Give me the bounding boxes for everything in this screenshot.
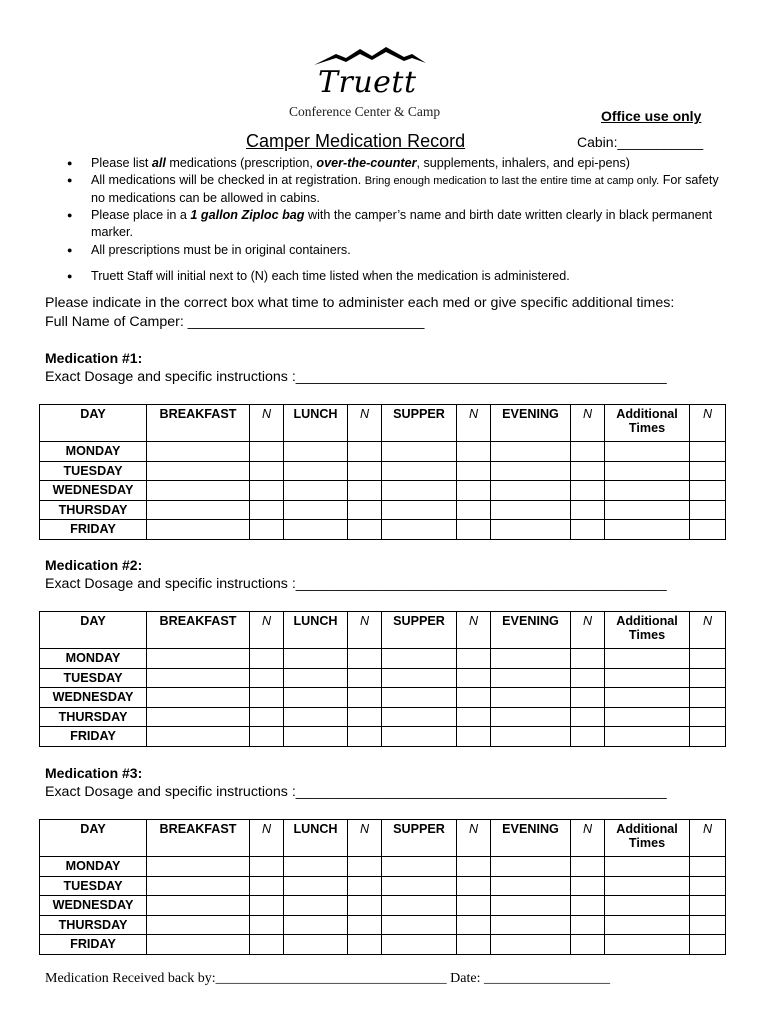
schedule-cell[interactable] (348, 876, 382, 896)
schedule-cell[interactable] (605, 896, 690, 916)
schedule-cell[interactable] (348, 481, 382, 501)
initials-column-header: N (571, 612, 605, 649)
initials-column-header: N (348, 820, 382, 857)
schedule-cell[interactable] (491, 520, 571, 540)
schedule-cell[interactable] (250, 649, 284, 669)
schedule-cell[interactable] (284, 481, 348, 501)
schedule-cell[interactable] (382, 727, 457, 747)
schedule-cell[interactable] (457, 481, 491, 501)
initials-column-header: N (690, 405, 726, 442)
schedule-cell[interactable] (284, 649, 348, 669)
column-header: DAY (40, 820, 147, 857)
schedule-cell[interactable] (457, 876, 491, 896)
schedule-cell[interactable] (571, 915, 605, 935)
column-header: Additional Times (605, 405, 690, 442)
day-label: FRIDAY (40, 935, 147, 955)
schedule-cell[interactable] (348, 896, 382, 916)
column-header: LUNCH (284, 405, 348, 442)
schedule-cell[interactable] (284, 707, 348, 727)
schedule-cell[interactable] (457, 915, 491, 935)
medication-3-dosage-field[interactable]: Exact Dosage and specific instructions :_______________________________________________ (45, 784, 667, 800)
schedule-cell[interactable] (250, 442, 284, 462)
schedule-cell[interactable] (382, 857, 457, 877)
received-back-field[interactable]: Medication Received back by:_________________________________ Date: __________________ (45, 971, 610, 986)
initials-column-header: N (348, 612, 382, 649)
schedule-cell[interactable] (382, 707, 457, 727)
list-item: ● Please list all medications (prescription, over-the-counter, supplements, inhalers, and epi-pens) (47, 155, 727, 172)
schedule-cell[interactable] (491, 649, 571, 669)
day-label: THURSDAY (40, 915, 147, 935)
schedule-cell[interactable] (382, 520, 457, 540)
schedule-cell[interactable] (284, 915, 348, 935)
schedule-cell[interactable] (605, 668, 690, 688)
schedule-cell[interactable] (147, 935, 250, 955)
schedule-cell[interactable] (382, 461, 457, 481)
column-header: DAY (40, 405, 147, 442)
schedule-cell[interactable] (690, 876, 726, 896)
schedule-cell[interactable] (605, 707, 690, 727)
column-header: SUPPER (382, 820, 457, 857)
medication-2-heading: Medication #2: (45, 557, 143, 573)
schedule-cell[interactable] (147, 461, 250, 481)
schedule-cell[interactable] (605, 481, 690, 501)
table-row (40, 500, 726, 520)
schedule-cell[interactable] (457, 442, 491, 462)
schedule-cell[interactable] (147, 857, 250, 877)
schedule-cell[interactable] (571, 461, 605, 481)
table-row (40, 481, 726, 501)
schedule-cell[interactable] (605, 857, 690, 877)
schedule-cell[interactable] (491, 688, 571, 708)
schedule-cell[interactable] (690, 520, 726, 540)
list-item: ● All prescriptions must be in original containers. (47, 242, 727, 259)
schedule-cell[interactable] (147, 876, 250, 896)
initials-column-header: N (250, 405, 284, 442)
table-row (40, 727, 726, 747)
schedule-cell[interactable] (348, 520, 382, 540)
schedule-cell[interactable] (284, 935, 348, 955)
medication-3-heading: Medication #3: (45, 765, 143, 781)
schedule-cell[interactable] (382, 915, 457, 935)
schedule-cell[interactable] (284, 896, 348, 916)
table-row (40, 461, 726, 481)
schedule-cell[interactable] (382, 935, 457, 955)
medication-1-dosage-field[interactable]: Exact Dosage and specific instructions :_______________________________________________ (45, 369, 667, 385)
schedule-cell[interactable] (457, 520, 491, 540)
schedule-cell[interactable] (491, 727, 571, 747)
initials-column-header: N (348, 405, 382, 442)
schedule-cell[interactable] (284, 857, 348, 877)
schedule-cell[interactable] (457, 935, 491, 955)
schedule-cell[interactable] (571, 520, 605, 540)
column-header: Additional Times (605, 612, 690, 649)
schedule-cell[interactable] (250, 857, 284, 877)
schedule-cell[interactable] (250, 707, 284, 727)
column-header: BREAKFAST (147, 820, 250, 857)
schedule-cell[interactable] (605, 442, 690, 462)
schedule-cell[interactable] (457, 688, 491, 708)
day-label: FRIDAY (40, 727, 147, 747)
medication-3-schedule-table (39, 819, 726, 955)
schedule-cell[interactable] (571, 688, 605, 708)
schedule-cell[interactable] (690, 915, 726, 935)
schedule-cell[interactable] (348, 461, 382, 481)
table-row (40, 442, 726, 462)
table-row (40, 707, 726, 727)
schedule-cell[interactable] (147, 481, 250, 501)
schedule-cell[interactable] (250, 876, 284, 896)
initials-column-header: N (457, 612, 491, 649)
schedule-cell[interactable] (250, 915, 284, 935)
office-use-label: Office use only (601, 108, 702, 124)
schedule-cell[interactable] (147, 727, 250, 747)
initials-column-header: N (457, 820, 491, 857)
initials-column-header: N (457, 405, 491, 442)
schedule-cell[interactable] (348, 668, 382, 688)
schedule-cell[interactable] (571, 481, 605, 501)
schedule-cell[interactable] (491, 668, 571, 688)
schedule-cell[interactable] (571, 649, 605, 669)
schedule-cell[interactable] (382, 688, 457, 708)
schedule-cell[interactable] (605, 520, 690, 540)
schedule-cell[interactable] (457, 707, 491, 727)
schedule-cell[interactable] (147, 896, 250, 916)
medication-1-schedule-table (39, 404, 726, 540)
schedule-cell[interactable] (605, 500, 690, 520)
schedule-cell[interactable] (571, 876, 605, 896)
schedule-cell[interactable] (491, 857, 571, 877)
schedule-cell[interactable] (382, 649, 457, 669)
schedule-cell[interactable] (250, 461, 284, 481)
schedule-cell[interactable] (250, 935, 284, 955)
list-item: ● All medications will be checked in at registration. Bring enough medication to last the entire time at camp only. For safety no medications can be allowed in cabins. (47, 172, 727, 207)
schedule-cell[interactable] (690, 727, 726, 747)
schedule-cell[interactable] (284, 876, 348, 896)
table-header-row (40, 405, 726, 442)
schedule-cell[interactable] (690, 481, 726, 501)
schedule-cell[interactable] (491, 915, 571, 935)
schedule-cell[interactable] (382, 896, 457, 916)
schedule-cell[interactable] (250, 727, 284, 747)
schedule-cell[interactable] (250, 668, 284, 688)
day-label: TUESDAY (40, 876, 147, 896)
column-header: EVENING (491, 820, 571, 857)
day-label: MONDAY (40, 442, 147, 462)
schedule-cell[interactable] (348, 857, 382, 877)
schedule-cell[interactable] (605, 915, 690, 935)
schedule-cell[interactable] (382, 500, 457, 520)
schedule-cell[interactable] (284, 688, 348, 708)
schedule-cell[interactable] (250, 481, 284, 501)
column-header: LUNCH (284, 820, 348, 857)
table-row (40, 915, 726, 935)
day-label: WEDNESDAY (40, 688, 147, 708)
schedule-cell[interactable] (605, 935, 690, 955)
column-header: SUPPER (382, 405, 457, 442)
schedule-cell[interactable] (491, 896, 571, 916)
schedule-cell[interactable] (284, 442, 348, 462)
table-row (40, 935, 726, 955)
list-item: ● Please place in a 1 gallon Ziploc bag with the camper’s name and birth date written clearly in black permanent marker. (47, 207, 727, 241)
schedule-cell[interactable] (571, 935, 605, 955)
schedule-cell[interactable] (571, 727, 605, 747)
schedule-cell[interactable] (147, 500, 250, 520)
schedule-cell[interactable] (382, 876, 457, 896)
initials-column-header: N (250, 612, 284, 649)
day-label: TUESDAY (40, 668, 147, 688)
instructions-text: Please indicate in the correct box what time to administer each med or give specific additional times: (45, 295, 675, 311)
schedule-cell[interactable] (457, 649, 491, 669)
schedule-cell[interactable] (690, 857, 726, 877)
schedule-cell[interactable] (457, 857, 491, 877)
camper-name-field[interactable]: Full Name of Camper: ______________________________ (45, 314, 425, 330)
schedule-cell[interactable] (571, 896, 605, 916)
day-label: FRIDAY (40, 520, 147, 540)
day-label: THURSDAY (40, 500, 147, 520)
schedule-cell[interactable] (147, 520, 250, 540)
schedule-cell[interactable] (382, 481, 457, 501)
mountain-logo-icon (312, 45, 428, 67)
schedule-cell[interactable] (147, 649, 250, 669)
schedule-cell[interactable] (571, 668, 605, 688)
day-label: THURSDAY (40, 707, 147, 727)
table-row (40, 520, 726, 540)
medication-2-schedule-table (39, 611, 726, 747)
list-item: ● Truett Staff will initial next to (N) each time listed when the medication is administered. (47, 268, 727, 285)
schedule-cell[interactable] (605, 649, 690, 669)
initials-column-header: N (571, 820, 605, 857)
schedule-cell[interactable] (457, 896, 491, 916)
schedule-cell[interactable] (457, 500, 491, 520)
day-label: MONDAY (40, 857, 147, 877)
cabin-field[interactable]: Cabin:___________ (577, 134, 704, 150)
column-header: BREAKFAST (147, 405, 250, 442)
table-row (40, 688, 726, 708)
schedule-cell[interactable] (457, 727, 491, 747)
schedule-cell[interactable] (348, 727, 382, 747)
schedule-cell[interactable] (457, 461, 491, 481)
column-header: Additional Times (605, 820, 690, 857)
schedule-cell[interactable] (348, 442, 382, 462)
schedule-cell[interactable] (491, 935, 571, 955)
schedule-cell[interactable] (605, 461, 690, 481)
schedule-cell[interactable] (690, 649, 726, 669)
schedule-cell[interactable] (690, 896, 726, 916)
column-header: EVENING (491, 612, 571, 649)
table-row (40, 668, 726, 688)
column-header: SUPPER (382, 612, 457, 649)
initials-column-header: N (690, 820, 726, 857)
table-row (40, 876, 726, 896)
schedule-cell[interactable] (491, 442, 571, 462)
schedule-cell[interactable] (457, 668, 491, 688)
schedule-cell[interactable] (147, 442, 250, 462)
schedule-cell[interactable] (491, 500, 571, 520)
schedule-cell[interactable] (491, 481, 571, 501)
day-label: WEDNESDAY (40, 481, 147, 501)
schedule-cell[interactable] (690, 668, 726, 688)
medication-2-dosage-field[interactable]: Exact Dosage and specific instructions :_______________________________________________ (45, 576, 667, 592)
schedule-cell[interactable] (690, 500, 726, 520)
day-label: WEDNESDAY (40, 896, 147, 916)
table-header-row (40, 820, 726, 857)
table-row (40, 896, 726, 916)
schedule-cell[interactable] (690, 707, 726, 727)
rules-list (47, 155, 727, 285)
logo-wordmark: Truett (318, 65, 417, 100)
schedule-cell[interactable] (250, 500, 284, 520)
column-header: LUNCH (284, 612, 348, 649)
schedule-cell[interactable] (605, 688, 690, 708)
schedule-cell[interactable] (491, 461, 571, 481)
schedule-cell[interactable] (147, 915, 250, 935)
schedule-cell[interactable] (348, 707, 382, 727)
schedule-cell[interactable] (571, 707, 605, 727)
schedule-cell[interactable] (147, 707, 250, 727)
schedule-cell[interactable] (571, 442, 605, 462)
table-row (40, 857, 726, 877)
schedule-cell[interactable] (284, 727, 348, 747)
schedule-cell[interactable] (491, 876, 571, 896)
schedule-cell[interactable] (571, 857, 605, 877)
schedule-cell[interactable] (250, 896, 284, 916)
schedule-cell[interactable] (284, 500, 348, 520)
column-header: DAY (40, 612, 147, 649)
schedule-cell[interactable] (382, 442, 457, 462)
schedule-cell[interactable] (348, 915, 382, 935)
schedule-cell[interactable] (690, 688, 726, 708)
schedule-cell[interactable] (491, 707, 571, 727)
schedule-cell[interactable] (284, 520, 348, 540)
schedule-cell[interactable] (250, 520, 284, 540)
schedule-cell[interactable] (348, 935, 382, 955)
column-header: BREAKFAST (147, 612, 250, 649)
schedule-cell[interactable] (284, 668, 348, 688)
table-header-row (40, 612, 726, 649)
schedule-cell[interactable] (690, 461, 726, 481)
schedule-cell[interactable] (348, 688, 382, 708)
schedule-cell[interactable] (382, 668, 457, 688)
schedule-cell[interactable] (147, 668, 250, 688)
initials-column-header: N (250, 820, 284, 857)
initials-column-header: N (571, 405, 605, 442)
schedule-cell[interactable] (147, 688, 250, 708)
table-row (40, 649, 726, 669)
schedule-cell[interactable] (605, 876, 690, 896)
column-header: EVENING (491, 405, 571, 442)
schedule-cell[interactable] (348, 649, 382, 669)
initials-column-header: N (690, 612, 726, 649)
schedule-cell[interactable] (250, 688, 284, 708)
schedule-cell[interactable] (690, 935, 726, 955)
day-label: TUESDAY (40, 461, 147, 481)
schedule-cell[interactable] (571, 500, 605, 520)
schedule-cell[interactable] (348, 500, 382, 520)
page-title: Camper Medication Record (246, 131, 466, 151)
logo-subtitle: Conference Center & Camp (289, 104, 441, 119)
schedule-cell[interactable] (605, 727, 690, 747)
schedule-cell[interactable] (690, 442, 726, 462)
medication-1-heading: Medication #1: (45, 350, 143, 366)
schedule-cell[interactable] (284, 461, 348, 481)
day-label: MONDAY (40, 649, 147, 669)
